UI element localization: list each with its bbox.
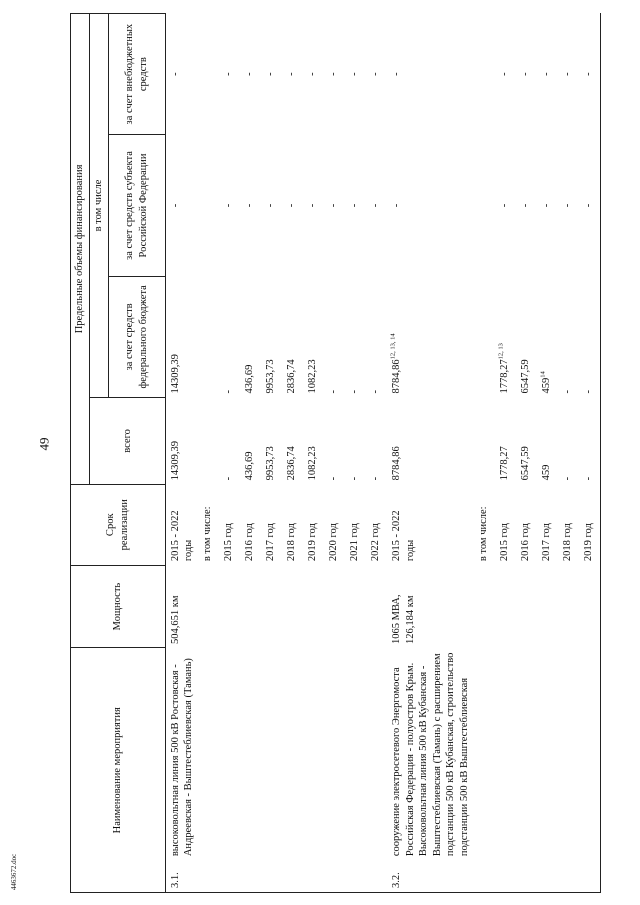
power-value: [282, 565, 303, 648]
page-number: 49: [36, 437, 52, 451]
row-number: [240, 860, 261, 892]
table-header: [71, 14, 166, 893]
total-value-text: 6547,59: [519, 446, 531, 481]
total-value: [387, 397, 474, 484]
extrabudget-value-text: -: [498, 72, 510, 76]
federal-value: [303, 276, 324, 397]
measure-name: [495, 648, 516, 860]
power-value: [165, 565, 198, 648]
table-row: [495, 14, 516, 893]
federal-value: [282, 276, 303, 397]
power-value: [579, 565, 601, 648]
federal-value: [165, 276, 198, 397]
extrabudget-value-text: -: [561, 72, 573, 76]
term-value-text: в том числе:: [477, 506, 489, 562]
power-value: [558, 565, 579, 648]
table-body: [165, 14, 600, 893]
total-value-text: -: [561, 476, 573, 481]
table-row: [324, 14, 345, 893]
term-value-text: 2021 год: [348, 523, 360, 562]
extrabudget-value-text: -: [390, 72, 402, 76]
total-value: [240, 397, 261, 484]
term-value: [324, 484, 345, 565]
row-number-text: 3.1.: [169, 872, 181, 888]
federal-value-text: 1082,23: [306, 359, 318, 394]
total-value: [282, 397, 303, 484]
term-value-text: 2017 год: [540, 523, 552, 562]
power-value: [537, 565, 558, 648]
power-value: [303, 565, 324, 648]
regional-value-text: -: [243, 203, 255, 208]
total-value-text: -: [348, 476, 360, 481]
term-value-text: 2020 год: [327, 523, 339, 562]
regional-value-text: -: [390, 203, 402, 208]
term-value-text: в том числе:: [201, 506, 213, 562]
extrabudget-value: [558, 14, 579, 135]
footer-doc-code: 4463672.doc: [10, 853, 19, 891]
federal-value: [261, 276, 282, 397]
regional-value: [474, 135, 495, 276]
term-value: [219, 484, 240, 565]
regional-value: [345, 135, 366, 276]
federal-value-text: 459: [540, 377, 552, 394]
term-value: [495, 484, 516, 565]
term-value-text: 2016 год: [519, 523, 531, 562]
measure-name: [219, 648, 240, 860]
header-power: Мощность: [71, 565, 166, 648]
total-value: [198, 397, 219, 484]
federal-value: [516, 276, 537, 397]
federal-value-text: 2836,74: [285, 359, 297, 394]
power-value: [324, 565, 345, 648]
term-value-text: 2015 - 2022 годы: [169, 510, 195, 562]
extrabudget-value: [366, 14, 387, 135]
total-value: [219, 397, 240, 484]
term-value-text: 2018 год: [285, 523, 297, 562]
power-value-text: 504,651 км: [169, 595, 181, 644]
federal-value-text: -: [327, 389, 339, 394]
measure-name: [516, 648, 537, 860]
measure-name: [537, 648, 558, 860]
total-value: [324, 397, 345, 484]
total-value-text: 459: [540, 464, 552, 481]
regional-value-text: -: [169, 203, 181, 208]
total-value-text: 9953,73: [264, 446, 276, 481]
row-number: [474, 860, 495, 892]
measure-name: [303, 648, 324, 860]
footnote-ref: 12, 13: [497, 343, 505, 360]
regional-value-text: -: [498, 203, 510, 208]
header-extrabudget: за счет внебюджетных средств: [108, 14, 165, 135]
table-row: [165, 14, 198, 893]
regional-value: [303, 135, 324, 276]
row-number: [516, 860, 537, 892]
row-number: [558, 860, 579, 892]
extrabudget-value-text: -: [169, 72, 181, 76]
federal-value-text: -: [561, 389, 573, 394]
power-value: [516, 565, 537, 648]
term-value-text: 2015 год: [222, 523, 234, 562]
extrabudget-value-text: -: [243, 72, 255, 76]
extrabudget-value: [219, 14, 240, 135]
row-number: [387, 860, 474, 892]
federal-value: [219, 276, 240, 397]
term-value: [282, 484, 303, 565]
total-value-text: -: [582, 476, 594, 481]
regional-value-text: -: [348, 203, 360, 208]
table-row: [516, 14, 537, 893]
measure-name-text: сооружение электросетевого Энергомоста Российская Федерация - полуостров Крым. Высоковольтная линия 500 кВ Кубанская - Выштестеблиевская (Тамань) с расширением подстанции 500 кВ Кубанская, строительство подстанции 500 кВ Выштестеблиевская: [390, 652, 471, 857]
rotated-table-container: [70, 13, 615, 893]
term-value-text: 2015 - 2022 годы: [390, 510, 416, 562]
regional-value-text: -: [285, 203, 297, 208]
extrabudget-value-text: -: [264, 72, 276, 76]
federal-value: [345, 276, 366, 397]
regional-value-text: -: [306, 203, 318, 208]
power-value: [387, 565, 474, 648]
total-value: [366, 397, 387, 484]
footnote-ref: 12, 13, 14: [389, 333, 397, 360]
header-name: Наименование мероприятия: [71, 648, 166, 893]
power-value-text: 1065 МВА, 126,184 км: [390, 594, 416, 644]
row-number: [495, 860, 516, 892]
regional-value: [261, 135, 282, 276]
regional-value: [165, 135, 198, 276]
table-row: [282, 14, 303, 893]
extrabudget-value: [198, 14, 219, 135]
total-value: [345, 397, 366, 484]
term-value-text: 2016 год: [243, 523, 255, 562]
power-value: [240, 565, 261, 648]
measure-name: [387, 648, 474, 860]
row-number: [303, 860, 324, 892]
extrabudget-value-text: -: [582, 72, 594, 76]
row-number: [219, 860, 240, 892]
table-row: [366, 14, 387, 893]
row-number: [165, 860, 198, 892]
header-regional: за счет средств субъекта Российской Федерации: [108, 135, 165, 276]
term-value: [240, 484, 261, 565]
term-value-text: 2017 год: [264, 523, 276, 562]
power-value: [345, 565, 366, 648]
federal-value: [387, 276, 474, 397]
row-number: [282, 860, 303, 892]
total-value: [579, 397, 601, 484]
regional-value: [366, 135, 387, 276]
table-row: [303, 14, 324, 893]
federal-value-text: 14309,39: [169, 354, 181, 394]
term-value: [516, 484, 537, 565]
header-total: всего: [90, 397, 166, 484]
row-number: [579, 860, 601, 892]
header-limits: Предельные объемы финансирования: [71, 14, 90, 485]
regional-value-text: -: [369, 203, 381, 208]
total-value-text: 1778,27: [498, 446, 510, 481]
regional-value: [537, 135, 558, 276]
total-value-text: 436,69: [243, 451, 255, 481]
federal-value: [366, 276, 387, 397]
total-value-text: 1082,23: [306, 446, 318, 481]
regional-value: [495, 135, 516, 276]
measure-name: [240, 648, 261, 860]
term-value-text: 2019 год: [306, 523, 318, 562]
extrabudget-value: [516, 14, 537, 135]
federal-value-text: 1778,27: [498, 359, 510, 394]
measure-name: [198, 648, 219, 860]
header-including: в том числе: [90, 14, 109, 398]
extrabudget-value: [345, 14, 366, 135]
regional-value: [324, 135, 345, 276]
extrabudget-value-text: -: [540, 72, 552, 76]
regional-value-text: -: [327, 203, 339, 208]
term-value: [345, 484, 366, 565]
extrabudget-value: [261, 14, 282, 135]
total-value: [537, 397, 558, 484]
term-value: [261, 484, 282, 565]
financing-table: [70, 13, 601, 893]
extrabudget-value-text: -: [327, 72, 339, 76]
regional-value-text: -: [264, 203, 276, 208]
term-value: [303, 484, 324, 565]
regional-value: [240, 135, 261, 276]
extrabudget-value-text: -: [519, 72, 531, 76]
extrabudget-value-text: -: [348, 72, 360, 76]
measure-name: [165, 648, 198, 860]
total-value: [474, 397, 495, 484]
regional-value-text: -: [222, 203, 234, 208]
total-value: [495, 397, 516, 484]
total-value-text: 14309,39: [169, 440, 181, 481]
term-value-text: 2019 год: [582, 523, 594, 562]
term-value-text: 2015 год: [498, 523, 510, 562]
extrabudget-value: [240, 14, 261, 135]
row-number: [366, 860, 387, 892]
federal-value: [495, 276, 516, 397]
term-value: [165, 484, 198, 565]
total-value-text: 8784,86: [390, 446, 402, 481]
regional-value: [387, 135, 474, 276]
table-row: [474, 14, 495, 893]
table-row: [219, 14, 240, 893]
extrabudget-value: [387, 14, 474, 135]
power-value: [495, 565, 516, 648]
table-row: [387, 14, 474, 893]
federal-value-text: -: [222, 389, 234, 394]
federal-value-text: 6547,59: [519, 359, 531, 394]
row-number: [261, 860, 282, 892]
total-value: [558, 397, 579, 484]
table-row: [198, 14, 219, 893]
table-row: [537, 14, 558, 893]
regional-value: [579, 135, 601, 276]
header-federal: за счет средств федерального бюджета: [108, 276, 165, 397]
power-value: [219, 565, 240, 648]
extrabudget-value: [303, 14, 324, 135]
total-value-text: -: [222, 476, 234, 481]
term-value: [387, 484, 474, 565]
regional-value-text: -: [561, 203, 573, 208]
row-number: [324, 860, 345, 892]
measure-name: [366, 648, 387, 860]
extrabudget-value: [474, 14, 495, 135]
term-value-text: 2022 год: [369, 523, 381, 562]
total-value-text: -: [327, 476, 339, 481]
term-value: [366, 484, 387, 565]
extrabudget-value: [324, 14, 345, 135]
measure-name: [261, 648, 282, 860]
term-value: [579, 484, 601, 565]
power-value: [198, 565, 219, 648]
table-row: [345, 14, 366, 893]
federal-value-text: 436,69: [243, 364, 255, 394]
row-number: [345, 860, 366, 892]
federal-value: [240, 276, 261, 397]
extrabudget-value: [579, 14, 601, 135]
term-value: [474, 484, 495, 565]
term-value: [198, 484, 219, 565]
regional-value-text: -: [540, 203, 552, 208]
term-value: [558, 484, 579, 565]
power-value: [366, 565, 387, 648]
regional-value: [516, 135, 537, 276]
federal-value: [324, 276, 345, 397]
federal-value: [558, 276, 579, 397]
federal-value: [474, 276, 495, 397]
row-number-text: 3.2.: [390, 872, 402, 888]
header-term: Срок реализации: [71, 484, 166, 565]
table-row: [261, 14, 282, 893]
regional-value: [198, 135, 219, 276]
extrabudget-value: [165, 14, 198, 135]
total-value: [261, 397, 282, 484]
federal-value: [537, 276, 558, 397]
term-value-text: 2018 год: [561, 523, 573, 562]
extrabudget-value: [282, 14, 303, 135]
extrabudget-value: [495, 14, 516, 135]
regional-value-text: -: [519, 203, 531, 208]
footnote-ref: 14: [539, 371, 547, 378]
measure-name-text: высоковольтная линия 500 кВ Ростовская - Андреевская - Выштестеблиевская (Тамань): [169, 658, 195, 857]
measure-name: [324, 648, 345, 860]
measure-name: [558, 648, 579, 860]
extrabudget-value-text: -: [369, 72, 381, 76]
total-value: [165, 397, 198, 484]
regional-value: [558, 135, 579, 276]
measure-name: [579, 648, 601, 860]
measure-name: [345, 648, 366, 860]
federal-value-text: -: [348, 389, 360, 394]
regional-value-text: -: [582, 203, 594, 208]
federal-value: [579, 276, 601, 397]
regional-value: [282, 135, 303, 276]
regional-value: [219, 135, 240, 276]
extrabudget-value: [537, 14, 558, 135]
row-number: [537, 860, 558, 892]
table-row: [240, 14, 261, 893]
term-value: [537, 484, 558, 565]
federal-value-text: 8784,86: [390, 359, 402, 394]
federal-value-text: -: [582, 389, 594, 394]
federal-value: [198, 276, 219, 397]
table-row: [558, 14, 579, 893]
total-value: [516, 397, 537, 484]
total-value: [303, 397, 324, 484]
measure-name: [282, 648, 303, 860]
federal-value-text: 9953,73: [264, 359, 276, 394]
row-number: [198, 860, 219, 892]
extrabudget-value-text: -: [306, 72, 318, 76]
power-value: [474, 565, 495, 648]
total-value-text: -: [369, 476, 381, 481]
measure-name: [474, 648, 495, 860]
federal-value-text: -: [369, 389, 381, 394]
extrabudget-value-text: -: [222, 72, 234, 76]
total-value-text: 2836,74: [285, 446, 297, 481]
power-value: [261, 565, 282, 648]
table-row: [579, 14, 601, 893]
extrabudget-value-text: -: [285, 72, 297, 76]
